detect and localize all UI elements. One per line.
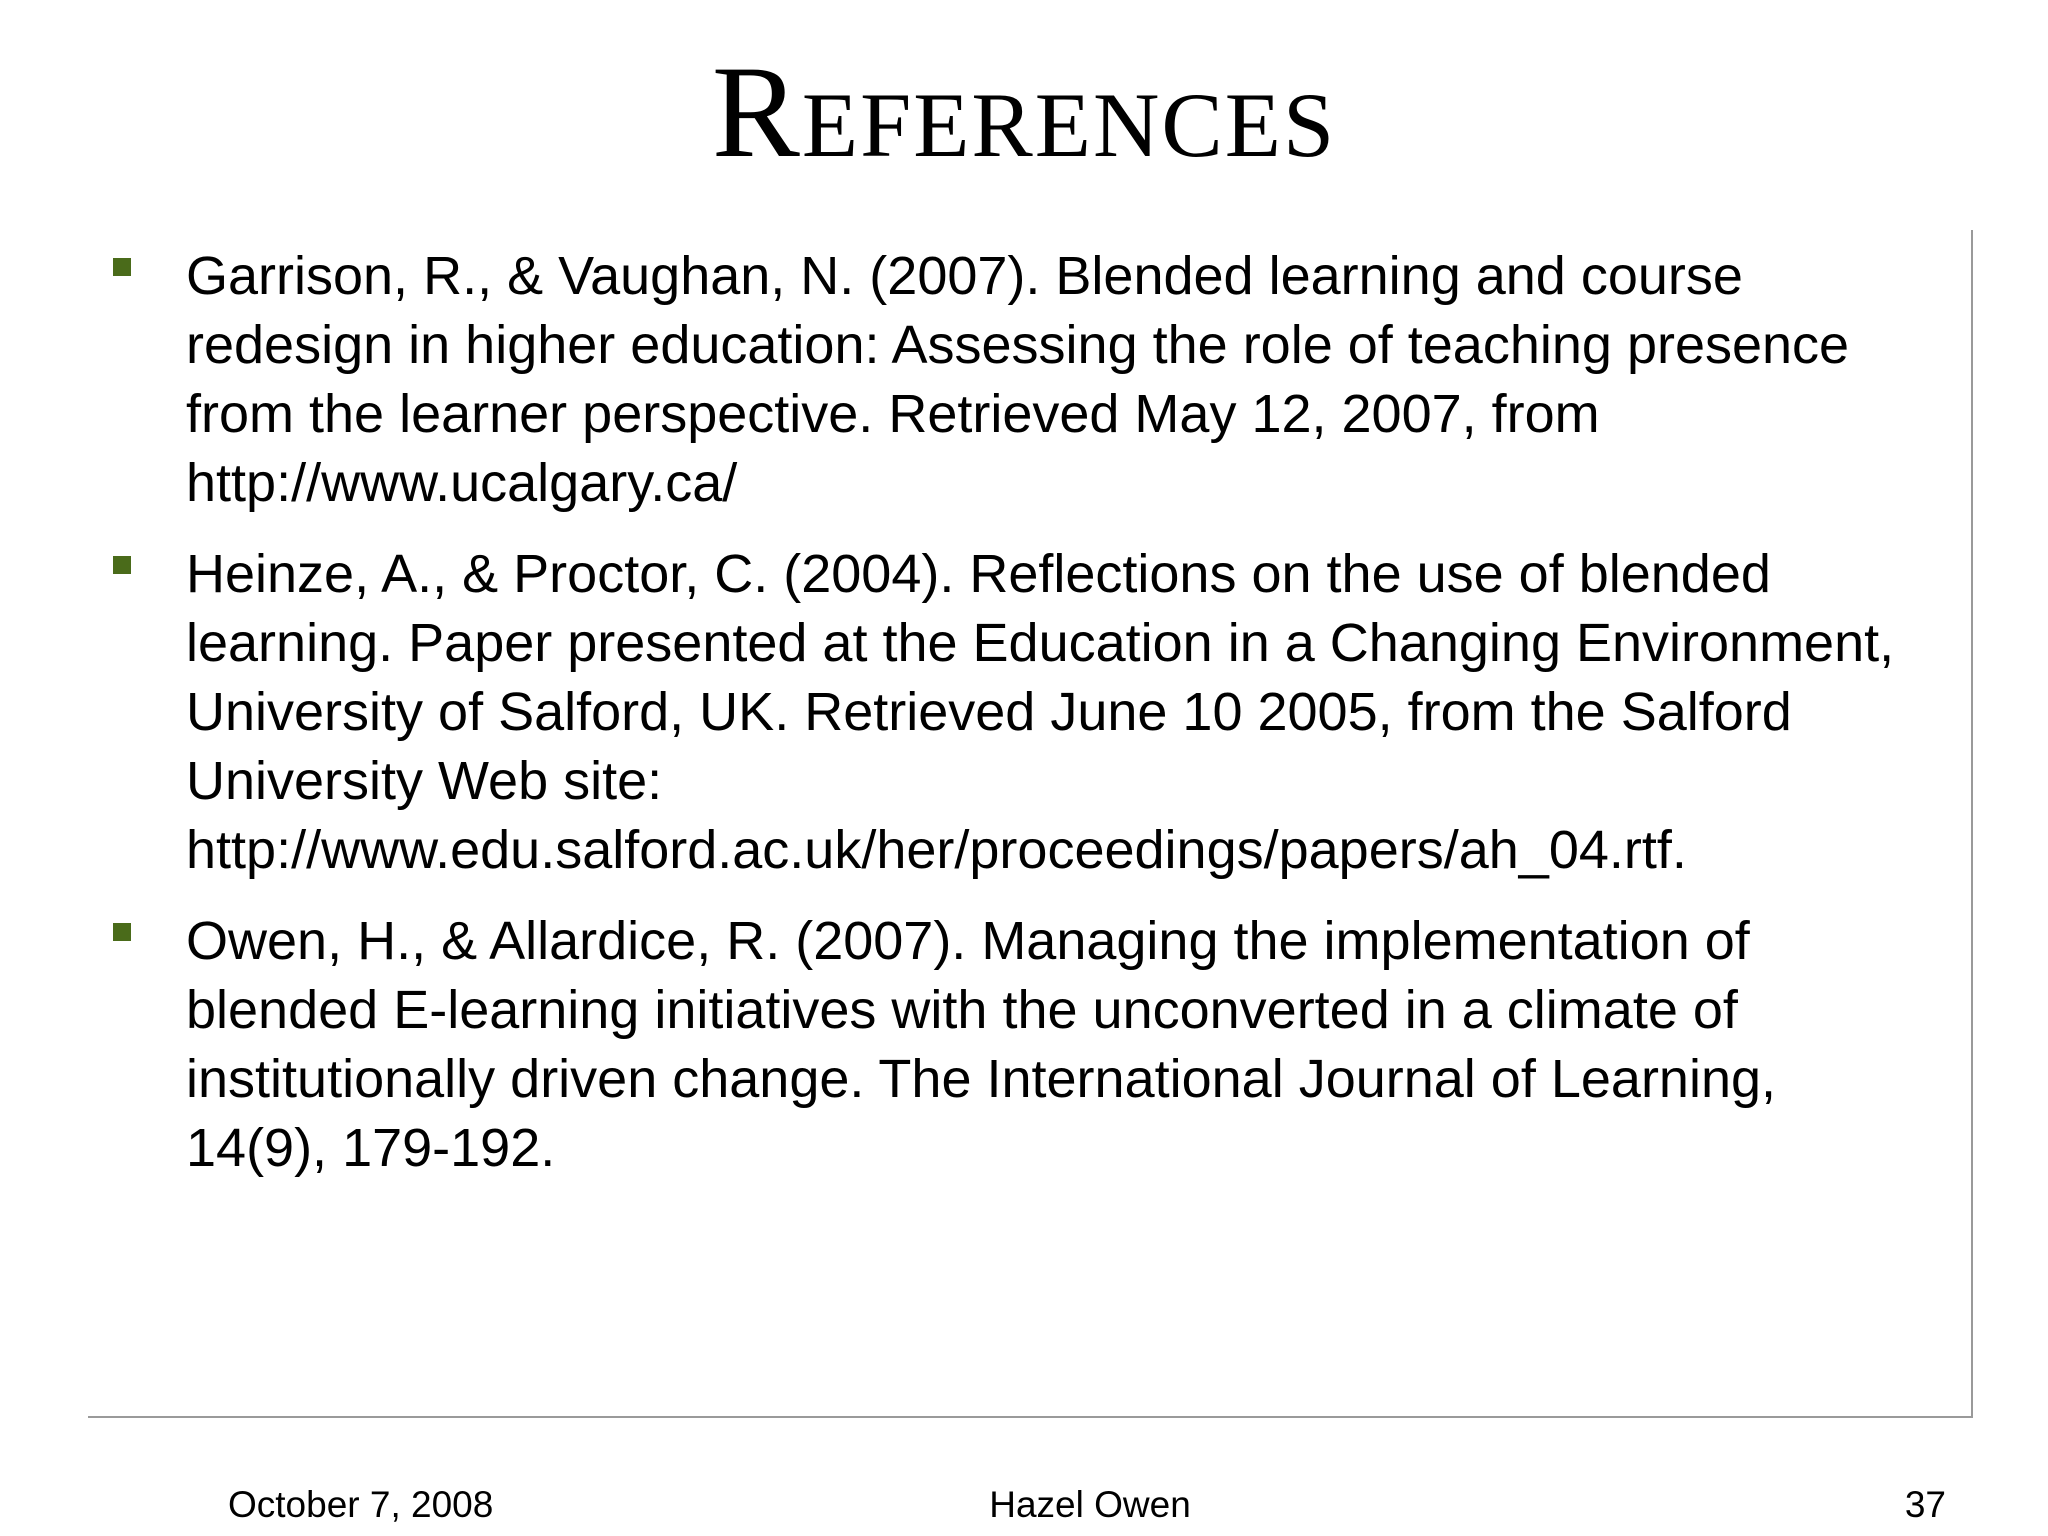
footer-date: October 7, 2008 <box>228 1484 494 1525</box>
square-bullet-icon <box>113 923 131 941</box>
footer-author: Hazel Owen <box>989 1484 1191 1525</box>
square-bullet-icon <box>113 258 131 276</box>
slide-title: References <box>711 38 1337 185</box>
reference-item <box>110 907 1910 1183</box>
footer-page-number: 37 <box>1904 1484 1946 1525</box>
frame-bottom-border <box>88 1416 1973 1418</box>
reference-item <box>110 540 1910 885</box>
reference-list <box>110 242 1910 1205</box>
reference-text: Owen, H., & Allardice, R. (2007). Managing the implementation of blended E-learning initiatives with the unconverted in a climate of institutionally driven change. The International Journal of Learning, 14(9), 179-192. <box>186 911 1777 1178</box>
square-bullet-icon <box>113 556 131 574</box>
reference-text: Heinze, A., & Proctor, C. (2004). Reflections on the use of blended learning. Paper presented at the Education in a Changing Environment, University of Salford, UK. Retrieved June 10 2005, from the Salford University Web site: http://www.edu.salford.ac.uk/her/proceedings/papers/ah_04.rtf. <box>186 544 1895 880</box>
frame-right-border <box>1971 230 1973 1417</box>
reference-item <box>110 242 1910 518</box>
reference-text: Garrison, R., & Vaughan, N. (2007). Blended learning and course redesign in higher education: Assessing the role of teaching presence from the learner perspective. Retrieved May 12, 2007, from http://www.ucalgary.ca/ <box>186 246 1850 513</box>
